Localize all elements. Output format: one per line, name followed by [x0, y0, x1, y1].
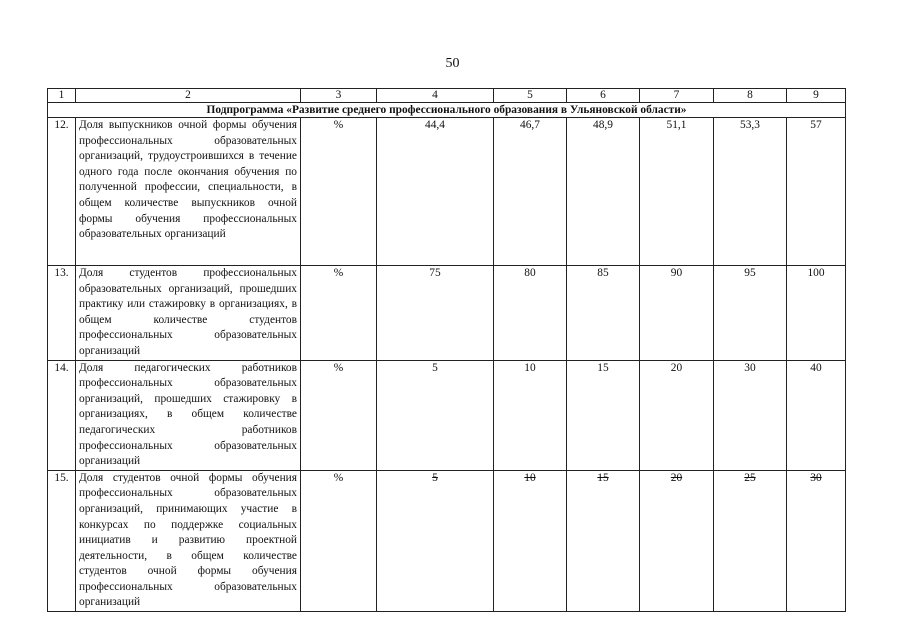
page-number: 50	[445, 56, 460, 71]
struck-value-cell: 5	[377, 470, 494, 611]
value-cell: 80	[494, 266, 567, 361]
column-number-row	[48, 89, 846, 103]
value-cell: 57	[787, 118, 846, 266]
subprogram-title: Подпрограмма «Развитие среднего профессионального образования в Ульяновской области»	[48, 103, 846, 118]
indicators-table	[47, 88, 846, 612]
row-number: 12.	[48, 118, 76, 266]
struck-value-cell: 20	[640, 470, 714, 611]
indicator-name: Доля педагогических работников профессиональных образовательных организаций, прошедших стажировку в организациях, в общем количестве педагогических работников профессиональных образовательных организаций	[76, 360, 301, 470]
struck-value-cell: 25	[714, 470, 787, 611]
column-header: 8	[714, 89, 787, 103]
column-header: 3	[301, 89, 377, 103]
indicator-name: Доля студентов профессиональных образовательных организаций, прошедших практику или стажировку в организациях, в общем количестве студентов профессиональных образовательных организаций	[76, 266, 301, 361]
value-cell: 48,9	[567, 118, 640, 266]
value-cell: 44,4	[377, 118, 494, 266]
value-cell: 53,3	[714, 118, 787, 266]
column-header: 2	[76, 89, 301, 103]
value-cell: 75	[377, 266, 494, 361]
value-cell: 40	[787, 360, 846, 470]
column-header: 6	[567, 89, 640, 103]
table-row	[48, 118, 846, 266]
column-header: 5	[494, 89, 567, 103]
struck-value-cell: 30	[787, 470, 846, 611]
unit-cell: %	[301, 470, 377, 611]
table-row	[48, 266, 846, 361]
table-row	[48, 470, 846, 611]
column-header: 7	[640, 89, 714, 103]
column-header: 4	[377, 89, 494, 103]
struck-value-cell: 10	[494, 470, 567, 611]
value-cell: 51,1	[640, 118, 714, 266]
indicator-name: Доля выпускников очной формы обучения профессиональных образовательных организаций, трудоустроившихся в течение одного года после окончания обучения по полученной профессии, специальности, в общем количестве выпускников очной формы обучения профессиональных образовательных организаций	[76, 118, 301, 266]
struck-value-cell: 15	[567, 470, 640, 611]
unit-cell: %	[301, 360, 377, 470]
column-header: 1	[48, 89, 76, 103]
unit-cell: %	[301, 266, 377, 361]
value-cell: 46,7	[494, 118, 567, 266]
row-number: 14.	[48, 360, 76, 470]
table-row	[48, 360, 846, 470]
indicator-name: Доля студентов очной формы обучения профессиональных образовательных организаций, принимающих участие в конкурсах по поддержке социальных инициатив и развитию проектной деятельности, в общем количестве студентов очной формы обучения профессиональных образовательных организаций	[76, 470, 301, 611]
row-number: 13.	[48, 266, 76, 361]
column-header: 9	[787, 89, 846, 103]
value-cell: 15	[567, 360, 640, 470]
value-cell: 85	[567, 266, 640, 361]
value-cell: 10	[494, 360, 567, 470]
value-cell: 30	[714, 360, 787, 470]
value-cell: 5	[377, 360, 494, 470]
subprogram-row	[48, 103, 846, 118]
value-cell: 20	[640, 360, 714, 470]
value-cell: 95	[714, 266, 787, 361]
row-number: 15.	[48, 470, 76, 611]
unit-cell: %	[301, 118, 377, 266]
value-cell: 100	[787, 266, 846, 361]
value-cell: 90	[640, 266, 714, 361]
